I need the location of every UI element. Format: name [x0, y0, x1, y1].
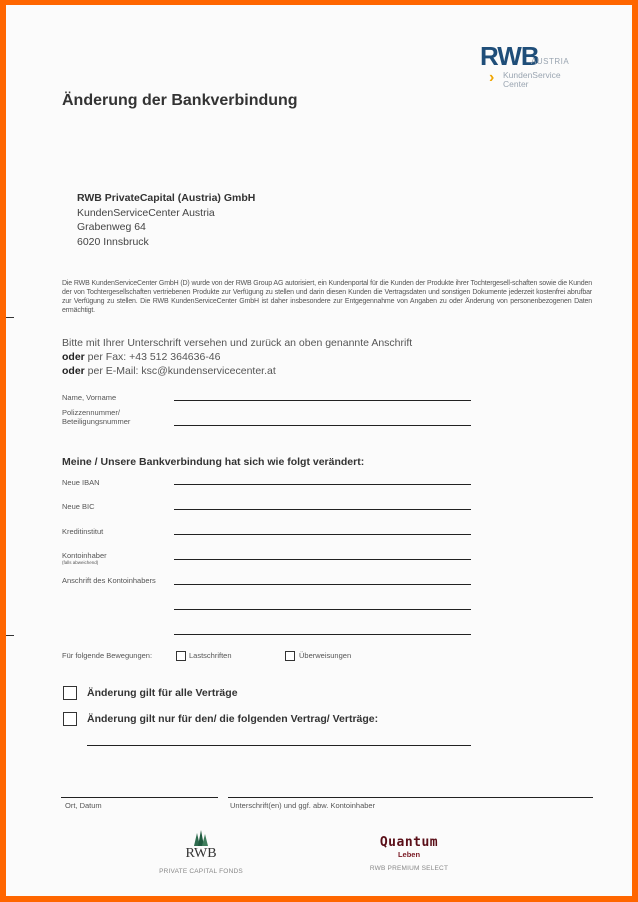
rwb-logo: RWB — [480, 41, 539, 71]
all-contracts-checkbox[interactable] — [63, 686, 77, 700]
page-title: Änderung der Bankverbindung — [62, 92, 298, 109]
movements-label: Für folgende Bewegungen: — [62, 651, 153, 660]
ueberweisungen-label: Überweisungen — [299, 651, 352, 660]
place-date-field[interactable] — [61, 797, 218, 798]
oder-label: oder — [62, 365, 85, 377]
address-company: RWB PrivateCapital (Austria) GmbH — [77, 192, 256, 204]
fold-mark — [6, 635, 14, 636]
holder-note: (falls abweichend) — [62, 560, 99, 565]
logo-subtitle — [503, 71, 561, 89]
fold-mark — [6, 317, 14, 318]
specific-contracts-label: Änderung gilt nur für den/ die folgenden Vertrag/ Verträge: — [87, 713, 379, 725]
rwb-footer-wordmark: RWB — [185, 846, 217, 861]
oder-label: oder — [62, 351, 85, 363]
contracts-field[interactable] — [87, 745, 471, 746]
email-text: per E-Mail: ksc@kundenservicecenter.at — [84, 365, 276, 377]
institute-label: Kreditinstitut — [62, 527, 104, 536]
address-street: Grabenweg 64 — [77, 221, 146, 233]
all-contracts-label: Änderung gilt für alle Verträge — [87, 687, 238, 699]
policy-number-field[interactable] — [174, 425, 471, 426]
name-label: Name, Vorname — [62, 393, 117, 402]
holder-address-field-2[interactable] — [174, 609, 471, 610]
place-date-label: Ort, Datum — [65, 801, 102, 810]
address-city: 6020 Innsbruck — [77, 235, 149, 248]
name-field[interactable] — [174, 400, 471, 401]
quantum-sub: Leben — [397, 850, 421, 859]
holder-address-label: Anschrift des Kontoinhabers — [62, 576, 156, 585]
quantum-wordmark: Quantum — [379, 835, 439, 850]
policy-label — [62, 408, 130, 426]
iban-field[interactable] — [174, 484, 471, 485]
bic-field[interactable] — [174, 509, 471, 510]
intro-text: Die RWB KundenServiceCenter GmbH (D) wurde von der RWB Group AG autorisiert, ein Kundenportal für die Kunden der Produkte ihrer Tochtergesell-schaften sowie die Kunden der von Tochtergesellschaften vertriebenen Produkte zur Verfügung zu stellen und darin diesen Kunden die Vertragsdaten und sonstigen Dokumente jederzeit kostenfrei abrufbar zur Verfügung zu stellen. Die RWB KundenServiceCenter GmbH ist daher insbesondere zur Entgegennahme von Angaben zu oder Änderung von personenbezogenen Daten ermächtigt. — [62, 280, 592, 314]
iban-label: Neue IBAN — [62, 478, 100, 487]
institute-field[interactable] — [174, 534, 471, 535]
quantum-logo — [354, 836, 464, 872]
trees-icon — [190, 830, 212, 846]
email-line — [62, 364, 412, 378]
document-page — [6, 5, 632, 896]
recipient-address — [77, 191, 255, 249]
fax-line — [62, 350, 412, 364]
signature-label: Unterschrift(en) und ggf. abw. Kontoinhaber — [230, 801, 376, 810]
holder-address-field-3[interactable] — [174, 634, 471, 635]
policy-label-1: Polizzennummer/ — [62, 408, 120, 417]
policy-label-2: Beteiligungsnummer — [62, 417, 131, 426]
bank-heading: Meine / Unsere Bankverbindung hat sich wie folgt verändert: — [62, 456, 365, 468]
instruction-line: Bitte mit Ihrer Unterschrift versehen und zurück an oben genannte Anschrift — [62, 337, 413, 349]
specific-contracts-checkbox[interactable] — [63, 712, 77, 726]
rwb-footer-caption: PRIVATE CAPITAL FONDS — [159, 868, 243, 875]
logo-line2: Center — [503, 79, 529, 89]
holder-address-field-1[interactable] — [174, 584, 471, 585]
fax-text: per Fax: +43 512 364636-46 — [84, 351, 221, 363]
holder-label — [62, 551, 107, 565]
quantum-caption: RWB PREMIUM SELECT — [369, 865, 449, 872]
ueberweisungen-checkbox[interactable] — [285, 651, 295, 661]
return-instructions — [62, 336, 412, 378]
chevron-right-icon: › — [489, 69, 495, 86]
holder-label-text: Kontoinhaber — [62, 551, 107, 560]
logo-line1: KundenService — [503, 70, 561, 80]
bic-label: Neue BIC — [62, 502, 95, 511]
rwb-fonds-logo — [146, 830, 256, 875]
lastschriften-label: Lastschriften — [189, 651, 232, 660]
holder-field[interactable] — [174, 559, 471, 560]
signature-field[interactable] — [228, 797, 593, 798]
address-dept: KundenServiceCenter Austria — [77, 206, 215, 219]
lastschriften-checkbox[interactable] — [176, 651, 186, 661]
logo-country: AUSTRIA — [531, 57, 570, 66]
